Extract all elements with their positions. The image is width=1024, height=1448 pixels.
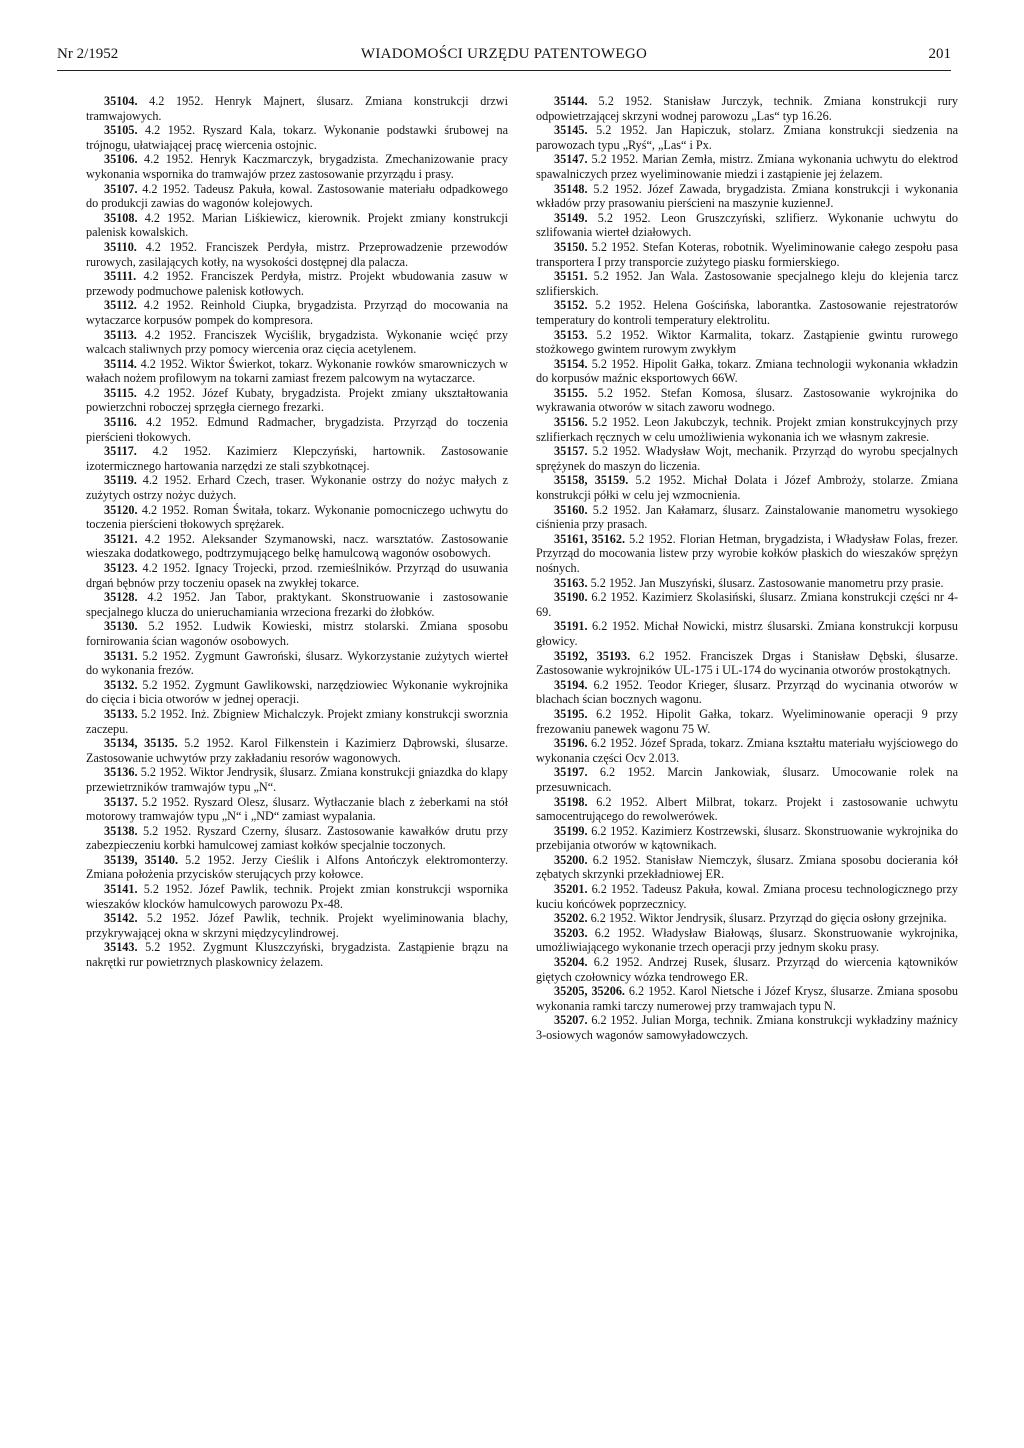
entry-number: 35149. xyxy=(554,210,588,225)
patent-entry xyxy=(536,678,958,707)
patent-entry xyxy=(536,824,958,853)
entry-number: 35202. xyxy=(554,911,588,926)
entry-number: 35198. xyxy=(554,794,588,809)
entry-text: 5.2 1952. Florian Hetman, brygadzista, i Władysław Folas, frezer. Przyrząd do mocowania listew przy wyrobie kołków płaskich do wieszaków sprężyn nośnych. xyxy=(536,531,959,575)
entry-text: 5.2 1952. Jan Wala. Zastosowanie specjalnego kleju do klejenia tarcz szlifierskich. xyxy=(536,269,959,298)
entry-number: 35152. xyxy=(554,298,588,313)
patent-entry xyxy=(536,503,958,532)
entry-text: 6.2 1952. Marcin Jankowiak, ślusarz. Umocowanie rolek na przesuwnicach. xyxy=(536,765,959,794)
entry-text: 5.2 1952. Zygmunt Gawlikowski, narzędziowiec Wykonanie wykrojnika do cięcia i bicia otworów w jednej operacji. xyxy=(86,677,508,707)
patent-entry xyxy=(536,619,958,648)
entry-text: 6.2 1952. Józef Sprada, tokarz. Zmiana kształtu materiału wyjściowego do wykonania części Ocv 2.013. xyxy=(536,736,959,765)
entry-number: 35163. xyxy=(554,575,588,590)
patent-entry xyxy=(86,824,508,853)
patent-entry xyxy=(536,853,958,882)
entry-number: 35132. xyxy=(104,677,138,692)
entry-number: 35143. xyxy=(104,940,138,955)
patent-entry xyxy=(86,707,508,736)
entry-text: 6.2 1952. Kazimierz Kostrzewski, ślusarz. Skonstruowanie wykrojnika do przebijania otworów w kątownikach. xyxy=(536,823,958,853)
entry-text: 4.2 1952. Edmund Radmacher, brygadzista. Przyrząd do toczenia pierścieni tłokowych. xyxy=(86,415,509,444)
entry-number: 35201. xyxy=(554,882,588,897)
page-number: 201 xyxy=(928,46,951,62)
patent-entry xyxy=(536,152,958,181)
patent-entry xyxy=(86,298,508,327)
entry-text: 6.2 1952. Wiktor Jendrysik, ślusarz. Przyrząd do gięcia osłony grzejnika. xyxy=(590,911,947,926)
entry-number: 35157. xyxy=(554,444,588,459)
patent-entry xyxy=(536,532,958,576)
entry-text: 5.2 1952. Michał Dolata i Józef Ambroży, stolarze. Zmiana konstrukcji półki w celu jej wzmocnienia. xyxy=(536,473,959,503)
patent-entry xyxy=(86,386,508,415)
entry-text: 5.2 1952. Ludwik Kowieski, mistrz stolarski. Zmiana sposobu fornirowania ścian wagonów osobowych. xyxy=(86,619,509,648)
issue-number: Nr 2/1952 xyxy=(57,46,119,62)
entry-number: 35128. xyxy=(104,590,138,605)
entry-number: 35156. xyxy=(554,415,588,430)
entry-text: 5.2 1952. Józef Pawlik, technik. Projekt zmian konstrukcji wspornika wieszaków klocków hamulcowych parowozu Px-48. xyxy=(86,882,508,911)
entry-text: 5.2 1952. Wiktor Karmalita, tokarz. Zastąpienie gwintu rurowego stożkowego gwintem rurowym zwykłym xyxy=(536,327,959,357)
patent-entry xyxy=(86,882,508,911)
entry-text: 5.2 1952. Marian Zemła, mistrz. Zmiana wykonania uchwytu do elektrod spawalniczych przez wyeliminowanie miedzi i zastąpienie jej żelazem. xyxy=(536,152,958,181)
entry-number: 35137. xyxy=(104,794,138,809)
entry-number: 35158, 35159. xyxy=(554,473,629,488)
entry-number: 35113. xyxy=(104,327,137,342)
entry-number: 35197. xyxy=(554,765,588,780)
patent-entry xyxy=(536,94,958,123)
patent-entry xyxy=(86,736,508,765)
entry-number: 35111. xyxy=(104,269,137,284)
patent-entry xyxy=(86,328,508,357)
entry-text: 5.2 1952. Stefan Komosa, ślusarz. Zastosowanie wykrojnika do wykrawania otworów w sitach zaworu wodnego. xyxy=(536,385,959,415)
entry-text: 4.2 1952. Ignacy Trojecki, przod. rzemieślników. Przyrząd do usuwania drgań bębnów przy toczeniu opasek na zwykłej tokarce. xyxy=(86,561,509,590)
patent-entry xyxy=(86,532,508,561)
patent-entry xyxy=(536,123,958,152)
patent-entry xyxy=(86,590,508,619)
patent-entry xyxy=(536,736,958,765)
patent-entry xyxy=(86,123,508,152)
entry-number: 35150. xyxy=(554,239,588,254)
entry-number: 35110. xyxy=(104,239,137,254)
entry-number: 35138. xyxy=(104,823,138,838)
entry-number: 35142. xyxy=(104,911,138,926)
entry-number: 35131. xyxy=(104,648,138,663)
entry-text: 6.2 1952. Hipolit Gałka, tokarz. Wyeliminowanie operacji 9 przy frezowaniu panewek wagonu 75 W. xyxy=(536,706,959,736)
patent-entry xyxy=(86,940,508,969)
header-rule xyxy=(57,70,951,71)
entry-text: 6.2 1952. Albert Milbrat, tokarz. Projekt i zastosowanie uchwytu samocentrującego do rewolwerówek. xyxy=(536,794,958,824)
entry-number: 35148. xyxy=(554,181,588,196)
patent-entry xyxy=(536,473,958,502)
entry-number: 35151. xyxy=(554,269,588,284)
patent-entry xyxy=(536,444,958,473)
entry-number: 35121. xyxy=(104,531,138,546)
entry-text: 5.2 1952. Wiktor Jendrysik, ślusarz. Zmiana konstrukcji gniazdka do klapy przewietrzników tramwajów typu „N“. xyxy=(86,765,509,794)
patent-entry xyxy=(86,561,508,590)
entry-number: 35204. xyxy=(554,955,588,970)
entry-number: 35161, 35162. xyxy=(554,531,626,546)
patent-entry xyxy=(536,707,958,736)
patent-entry xyxy=(536,590,958,619)
patent-entry xyxy=(536,182,958,211)
entry-number: 35196. xyxy=(554,736,588,751)
patent-entry xyxy=(86,444,508,473)
entry-number: 35106. xyxy=(104,152,138,167)
patent-entry xyxy=(536,415,958,444)
entry-text: 4.2 1952. Franciszek Wyciślik, brygadzista. Wykonanie wcięć przy walcach staliwnych przy pomocy wiercenia oraz cięcia acetylenem. xyxy=(86,327,509,357)
entry-number: 35145. xyxy=(554,123,588,138)
patent-entry xyxy=(536,911,958,926)
entry-number: 35112. xyxy=(104,298,137,313)
entry-text: 5.2 1952. Władysław Wojt, mechanik. Przyrząd do wyrobu specjalnych sprężynek do maszyn do liczenia. xyxy=(536,444,959,473)
entry-number: 35200. xyxy=(554,852,588,867)
entry-text: 6.2 1952. Kazimierz Skolasiński, ślusarz. Zmiana konstrukcji części nr 4-69. xyxy=(536,590,959,619)
entry-text: 5.2 1952. Inż. Zbigniew Michalczyk. Projekt zmiany konstrukcji sworznia zaczepu. xyxy=(86,706,508,736)
patent-entry xyxy=(86,415,508,444)
entry-number: 35160. xyxy=(554,502,588,517)
patent-entry xyxy=(536,765,958,794)
entry-text: 6.2 1952. Stanisław Niemczyk, ślusarz. Zmiana sposobu docierania kół zębatych skrzynki przekładniowej ER. xyxy=(536,852,958,882)
entry-text: 5.2 1952. Jan Hapiczuk, stolarz. Zmiana konstrukcji siedzenia na parowozach typu „Ryś“, „Las“ i Px. xyxy=(536,123,958,152)
entry-text: 4.2 1952. Roman Świtała, tokarz. Wykonanie pomocniczego uchwytu do toczenia pierścieni tłokowych sprężarek. xyxy=(86,502,508,532)
patent-entry xyxy=(536,211,958,240)
patent-entry xyxy=(86,182,508,211)
entry-number: 35116. xyxy=(104,415,137,430)
patent-entry xyxy=(86,211,508,240)
patent-entry xyxy=(86,853,508,882)
entry-number: 35147. xyxy=(554,152,588,167)
entry-number: 35134, 35135. xyxy=(104,736,178,751)
entry-number: 35104. xyxy=(104,94,138,108)
entry-text: 5.2 1952. Hipolit Gałka, tokarz. Zmiana technologii wykonania wkładzin do korpusów maźnic eksportowych 66W. xyxy=(536,356,959,386)
entry-text: 4.2 1952. Henryk Majnert, ślusarz. Zmiana konstrukcji drzwi tramwajowych. xyxy=(86,94,508,123)
entry-text: 5.2 1952. Jerzy Cieślik i Alfons Antończyk elektromonterzy. Zmiana położenia przycisków sterujących przy kołowce. xyxy=(86,852,508,882)
page-header xyxy=(57,46,951,68)
entry-number: 35114. xyxy=(104,356,137,371)
patent-entry xyxy=(536,1013,958,1042)
entry-number: 35133. xyxy=(104,706,138,721)
entry-text: 6.2 1952. Julian Morga, technik. Zmiana konstrukcji wykładziny maźnicy 3-osiowych wagonów samowyładowczych. xyxy=(536,1013,958,1042)
entry-text: 4.2 1952. Józef Kubaty, brygadzista. Projekt zmiany ukształtowania powierzchni roboczej sprzęgła ciernego frezarki. xyxy=(86,385,508,415)
entry-number: 35192, 35193. xyxy=(554,648,631,663)
entry-text: 4.2 1952. Reinhold Ciupka, brygadzista. Przyrząd do mocowania na wytaczarce korpusów pompek do kompresora. xyxy=(86,298,509,327)
entry-number: 35105. xyxy=(104,123,138,138)
patent-entry xyxy=(86,152,508,181)
patent-entry xyxy=(86,94,508,123)
entry-text: 4.2 1952. Jan Tabor, praktykant. Skonstruowanie i zastosowanie specjalnego klucza do unieruchamiania wrzeciona frezarki do żłobków. xyxy=(86,590,508,619)
patent-entry xyxy=(536,269,958,298)
entry-text: 5.2 1952. Józef Pawlik, technik. Projekt wyeliminowania blachy, przykrywającej okna w skrzyni międzycylindrowej. xyxy=(86,911,508,940)
entry-number: 35153. xyxy=(554,327,588,342)
patent-entry xyxy=(86,269,508,298)
entry-text: 5.2 1952. Zygmunt Gawroński, ślusarz. Wykorzystanie zużytych wierteł do wykonania frezów. xyxy=(86,648,509,678)
patent-entry xyxy=(86,619,508,648)
entry-text: 5.2 1952. Zygmunt Kluszczyński, brygadzista. Zastąpienie brązu na nakrętki rur powietrznych plaskownicy żelazem. xyxy=(86,940,509,970)
entry-text: 4.2 1952. Wiktor Świerkot, tokarz. Wykonanie rowków smarowniczych w wałach nożem profilowym na tokarni zamiast frezem palcowym na wytaczarce. xyxy=(86,356,508,386)
patent-entry xyxy=(86,649,508,678)
patent-entry xyxy=(86,765,508,794)
entry-text: 5.2 1952. Stefan Koteras, robotnik. Wyeliminowanie całego zespołu pasa transportera I przy transporcie zużytego piasku formierskiego. xyxy=(536,239,958,269)
entry-text: 6.2 1952. Władysław Białowąs, ślusarz. Skonstruowanie wykrojnika, umożliwiającego wykonanie trzech operacji przy jednym skoku prasy. xyxy=(536,925,958,955)
entry-text: 6.2 1952. Michał Nowicki, mistrz ślusarski. Zmiana konstrukcji korpusu głowicy. xyxy=(536,619,958,648)
entry-number: 35115. xyxy=(104,385,137,400)
entry-number: 35117. xyxy=(104,444,137,459)
entry-number: 35123. xyxy=(104,561,138,575)
entry-number: 35139, 35140. xyxy=(104,852,179,867)
entry-number: 35199. xyxy=(554,823,588,838)
right-column xyxy=(536,94,958,1043)
patent-entry xyxy=(86,678,508,707)
entry-number: 35141. xyxy=(104,882,138,897)
patent-entry xyxy=(536,795,958,824)
entry-text: 6.2 1952. Tadeusz Pakuła, kowal. Zmiana procesu technologicznego przy kuciu końcówek poprzecznicy. xyxy=(536,882,958,911)
entry-text: 5.2 1952. Ryszard Olesz, ślusarz. Wytłaczanie blach z żeberkami na stół motorowy tramwajów typu „N“ i „ND“ zamiast wypalania. xyxy=(86,794,508,824)
entry-text: 5.2 1952. Stanisław Jurczyk, technik. Zmiana konstrukcji rury odpowietrzającej skrzyni wodnej parowozu „Las“ typ 16.26. xyxy=(536,94,958,123)
entry-number: 35119. xyxy=(104,473,137,488)
entry-text: 5.2 1952. Karol Filkenstein i Kazimierz Dąbrowski, ślusarze. Zastosowanie uchwytów przy zakładaniu resorów wagonowych. xyxy=(86,736,509,765)
entry-text: 6.2 1952. Teodor Krieger, ślusarz. Przyrząd do wycinania otworów w blachach ścian bocznych wagonu. xyxy=(536,677,959,707)
entry-number: 35154. xyxy=(554,356,588,371)
entry-number: 35195. xyxy=(554,706,588,721)
patent-entry xyxy=(86,240,508,269)
patent-entry xyxy=(536,386,958,415)
entry-text: 5.2 1952. Jan Muszyński, ślusarz. Zastosowanie manometru przy prasie. xyxy=(590,575,944,590)
patent-entry xyxy=(86,503,508,532)
entry-text: 4.2 1952. Tadeusz Pakuła, kowal. Zastosowanie materiału odpadkowego do produkcji zawias do wagonów kolejowych. xyxy=(86,181,509,211)
entry-text: 4.2 1952. Erhard Czech, traser. Wykonanie ostrzy do nożyc małych z zużytych ostrzy nożyc dużych. xyxy=(86,473,508,503)
entry-number: 35155. xyxy=(554,385,588,400)
left-column xyxy=(86,94,508,970)
entry-number: 35107. xyxy=(104,181,138,196)
entry-number: 35108. xyxy=(104,210,138,225)
patent-entry xyxy=(86,911,508,940)
patent-entry xyxy=(536,298,958,327)
entry-text: 4.2 1952. Kazimierz Klepczyński, hartownik. Zastosowanie izotermicznego hartowania narzędzi ze stali szybkotnącej. xyxy=(86,444,508,473)
entry-number: 35144. xyxy=(554,94,588,108)
patent-entry xyxy=(86,473,508,502)
entry-text: 5.2 1952. Leon Jakubczyk, technik. Projekt zmian konstrukcyjnych przy szlifierkach ręcznych w celu umożliwienia wykonania ich we własnym zakresie. xyxy=(536,415,959,444)
entry-text: 5.2 1952. Józef Zawada, brygadzista. Zmiana konstrukcji i wykonania wkładów przy prasowaniu pierścieni na maszynie kuzienneJ. xyxy=(536,181,959,211)
patent-entry xyxy=(86,795,508,824)
patent-entry xyxy=(536,576,958,591)
entry-number: 35194. xyxy=(554,677,588,692)
entry-text: 4.2 1952. Marian Liśkiewicz, kierownik. Projekt zmiany konstrukcji palenisk kowalskich. xyxy=(86,210,508,240)
entry-text: 6.2 1952. Karol Nietsche i Józef Krysz, ślusarze. Zmiana sposobu wykonania ramki tarczy numerowej przy tramwajach typu N. xyxy=(536,984,959,1013)
journal-title: WIADOMOŚCI URZĘDU PATENTOWEGO xyxy=(360,46,648,62)
entry-text: 4.2 1952. Franciszek Perdyła, mistrz. Projekt wbudowania zasuw w przewody podmuchowe palenisk kotłowych. xyxy=(86,269,509,298)
patent-entry xyxy=(536,328,958,357)
entry-number: 35136. xyxy=(104,765,138,780)
patent-entry xyxy=(536,882,958,911)
entry-number: 35191. xyxy=(554,619,588,634)
entry-text: 4.2 1952. Franciszek Perdyła, mistrz. Przeprowadzenie przewodów rurowych, zasilających kotły, na wysokości dostępnej dla palacza. xyxy=(86,239,508,269)
entry-text: 5.2 1952. Jan Kałamarz, ślusarz. Zainstalowanie manometru wysokiego ciśnienia przy prasach. xyxy=(536,502,959,532)
patent-entry xyxy=(536,926,958,955)
entry-text: 4.2 1952. Aleksander Szymanowski, nacz. warsztatów. Zastosowanie wieszaka dodatkowego, podtrzymującego belkę hamulcową wagonów osobowych. xyxy=(86,531,509,561)
patent-entry xyxy=(536,357,958,386)
entry-number: 35205, 35206. xyxy=(554,984,625,999)
entry-text: 6.2 1952. Andrzej Rusek, ślusarz. Przyrząd do wiercenia kątowników giętych czołownicy wózka tendrowego ER. xyxy=(536,955,959,984)
entry-text: 4.2 1952. Ryszard Kala, tokarz. Wykonanie podstawki śrubowej na trójnogu, ułatwiającej pracę wiercenia ostojnic. xyxy=(86,123,508,152)
patent-entry xyxy=(536,240,958,269)
entry-text: 5.2 1952. Helena Gościńska, laborantka. Zastosowanie rejestratorów temperatury do kontroli temperatury elektrolitu. xyxy=(536,298,958,327)
entry-text: 4.2 1952. Henryk Kaczmarczyk, brygadzista. Zmechanizowanie pracy wykonania wspornika do tramwajów przez zastosowanie przyrządu i prasy. xyxy=(86,152,509,181)
entry-number: 35190. xyxy=(554,590,588,605)
entry-text: 6.2 1952. Franciszek Drgas i Stanisław Dębski, ślusarze. Zastosowanie wykrojników UL-175 i UL-174 do wycinania otworów prostokątnych. xyxy=(536,648,958,678)
entry-number: 35120. xyxy=(104,502,138,517)
entry-number: 35207. xyxy=(554,1013,588,1028)
patent-entry xyxy=(536,649,958,678)
patent-entry xyxy=(86,357,508,386)
entry-number: 35203. xyxy=(554,925,588,940)
entry-text: 5.2 1952. Leon Gruszczyński, szlifierz. Wykonanie uchwytu do szlifowania wierteł działowych. xyxy=(536,210,958,240)
patent-entry xyxy=(536,984,958,1013)
entry-text: 5.2 1952. Ryszard Czerny, ślusarz. Zastosowanie kawałków drutu przy zabezpieczeniu korbki hamulcowej zamiast kołków specjalnie toczonych. xyxy=(86,823,508,853)
patent-entry xyxy=(536,955,958,984)
entry-number: 35130. xyxy=(104,619,138,634)
